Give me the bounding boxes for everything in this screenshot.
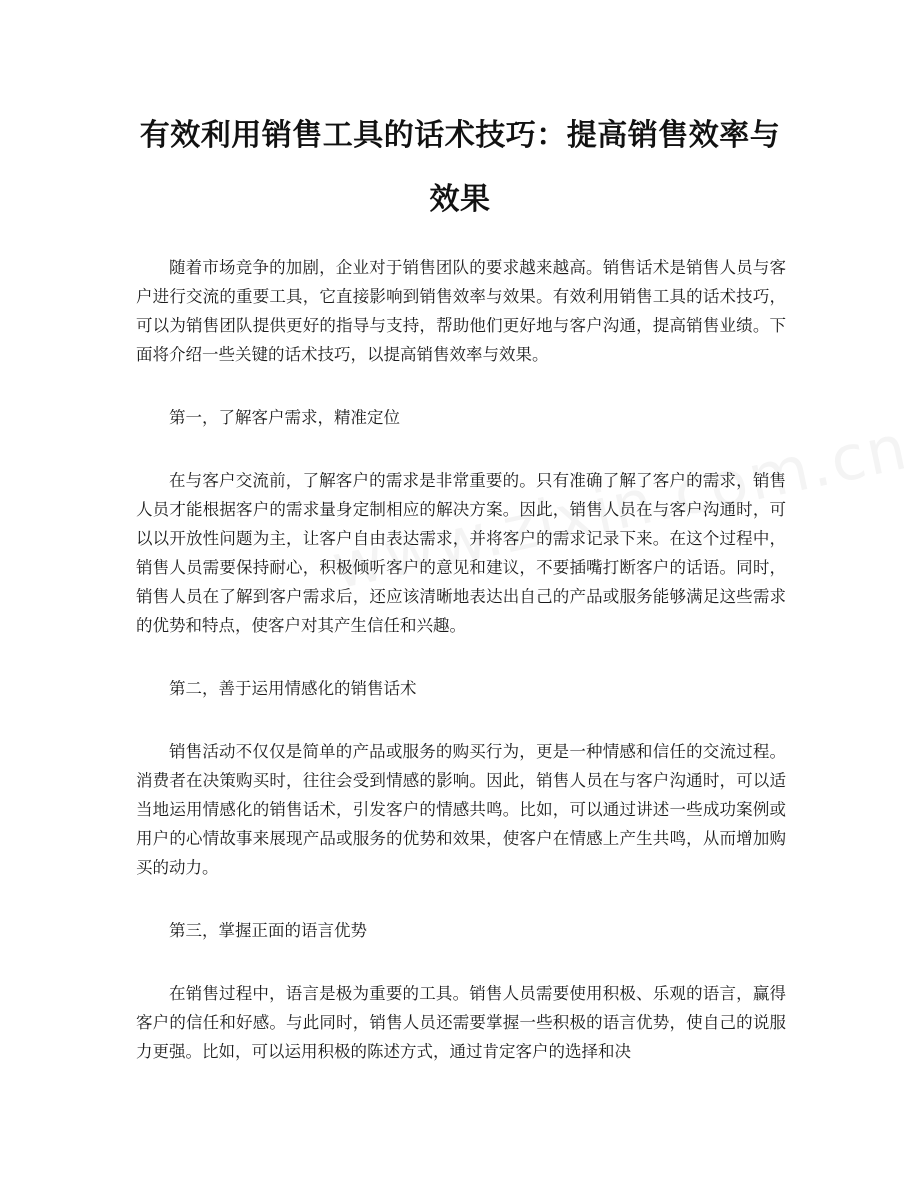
section-3-paragraph: 在销售过程中，语言是极为重要的工具。销售人员需要使用积极、乐观的语言，赢得客户的信任和好感。与此同时，销售人员还需要掌握一些积极的语言优势，使自己的说服力更强。比如，可以运用积极的陈述方式，通过肯定客户的选择和决: [136, 984, 786, 1061]
section-heading-1: 第一，了解客户需求，精准定位: [169, 408, 400, 427]
intro-paragraph: 随着市场竞争的加剧，企业对于销售团队的要求越来越高。销售话术是销售人员与客户进行交流的重要工具，它直接影响到销售效率与效果。有效利用销售工具的话术技巧，可以为销售团队提供更好的指导与支持，帮助他们更好地与客户沟通，提高销售业绩。下面将介绍一些关键的话术技巧，以提高销售效率与效果。: [136, 258, 786, 364]
section-heading-2: 第二，善于运用情感化的销售话术: [169, 679, 417, 698]
document-title: 有效利用销售工具的话术技巧：提高销售效率与效果: [139, 118, 781, 217]
document-body: [136, 253, 786, 1100]
section-heading-3: 第三，掌握正面的语言优势: [169, 921, 367, 940]
section-2-paragraph: 销售活动不仅仅是简单的产品或服务的购买行为，更是一种情感和信任的交流过程。消费者在决策购买时，往往会受到情感的影响。因此，销售人员在与客户沟通时，可以适当地运用情感化的销售话术，引发客户的情感共鸣。比如，可以通过讲述一些成功案例或用户的心情故事来展现产品或服务的优势和效果，使客户在情感上产生共鸣，从而增加购买的动力。: [136, 742, 786, 877]
section-1-paragraph: 在与客户交流前，了解客户的需求是非常重要的。只有准确了解了客户的需求，销售人员才能根据客户的需求量身定制相应的解决方案。因此，销售人员在与客户沟通时，可以以开放性问题为主，让客户自由表达需求，并将客户的需求记录下来。在这个过程中，销售人员需要保持耐心，积极倾听客户的意见和建议，不要插嘴打断客户的话语。同时，销售人员在了解到客户需求后，还应该清晰地表达出自己的产品或服务能够满足这些需求的优势和特点，使客户对其产生信任和兴趣。: [136, 471, 786, 635]
